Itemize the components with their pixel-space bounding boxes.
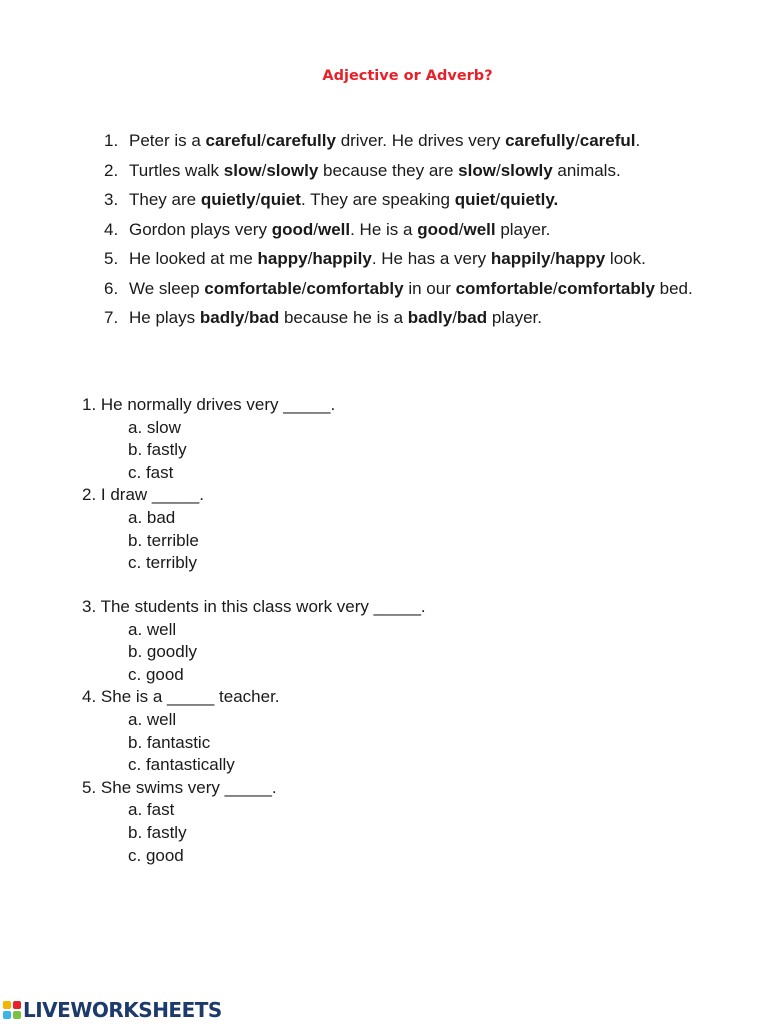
sentence-fragment: look. [605, 249, 646, 268]
sentence-item [104, 306, 693, 336]
sentence-number: 3. [104, 190, 119, 209]
sentence-item [104, 218, 693, 248]
sentence-fragment: They are [129, 190, 201, 209]
sentence-number: 4. [104, 219, 119, 239]
sentence-number: 5. [104, 249, 119, 268]
liveworksheets-logo [0, 996, 222, 1024]
sentence-fragment: . He is a [350, 219, 418, 239]
word-choice: happily [312, 249, 372, 268]
sentence-fragment: He plays [129, 308, 200, 327]
sentence-fragment: because they are [318, 160, 459, 180]
worksheet-title: Adjective or Adverb? [322, 68, 493, 84]
sentence-fragment: Peter is a [129, 131, 206, 150]
logo-text: LIVEWORKSHEETS [23, 998, 222, 1022]
word-choice: slowly [266, 160, 319, 180]
answer-option[interactable]: c. fast [128, 462, 174, 482]
answer-option[interactable]: b. goodly [128, 642, 197, 662]
word-choice: carefully [266, 131, 336, 150]
word-choice: comfortable [455, 278, 553, 298]
sentence-text [129, 188, 558, 218]
answer-option[interactable]: b. fastly [128, 440, 187, 460]
word-choice: quietly. [500, 190, 559, 209]
sentence-fragment: / [495, 190, 501, 209]
sentence-fragment: because he is a [279, 308, 408, 327]
sentence-fragment: / [261, 160, 267, 180]
sentence-fragment: / [552, 278, 558, 298]
answer-option[interactable]: b. fantastic [128, 732, 211, 752]
question-stem: 3. The students in this class work very _____. [82, 597, 426, 616]
word-choice: well [317, 219, 351, 239]
word-choice: careful [579, 131, 636, 150]
sentence-fragment: / [261, 131, 267, 150]
word-choice: quiet [454, 190, 496, 209]
sentence-fragment: Gordon plays very [129, 219, 272, 239]
sentence-text [129, 159, 621, 189]
sentence-item [104, 188, 693, 218]
sentence-fragment: player. [495, 219, 551, 239]
sentence-text [129, 129, 640, 159]
sentence-fragment: / [244, 308, 250, 327]
sentence-text [129, 218, 550, 248]
word-choice: comfortable [204, 278, 302, 298]
liveworksheets-logo-icon [3, 1001, 21, 1019]
answer-option[interactable]: c. fantastically [128, 755, 235, 775]
sentence-fragment: / [301, 278, 307, 298]
word-choice: well [463, 219, 496, 239]
word-choice: badly [199, 308, 245, 327]
answer-option[interactable]: a. well [128, 709, 177, 729]
sentence-number: 7. [104, 308, 119, 327]
sentence-fragment: driver. He drives very [335, 131, 506, 150]
sentence-fragment: / [452, 308, 457, 327]
sentence-fragment: / [575, 131, 580, 150]
word-choice: badly [407, 308, 453, 327]
question-stem: 1. He normally drives very _____. [82, 395, 336, 414]
sentence-item [104, 129, 693, 159]
word-choice: good [271, 219, 314, 239]
sentence-item [104, 159, 693, 189]
sentence-fragment: bed. [654, 278, 693, 298]
word-choice: quiet [260, 190, 301, 209]
sentence-fragment: We sleep [129, 278, 205, 298]
word-choice: quietly [200, 190, 256, 209]
sentence-fragment: animals. [552, 160, 621, 180]
sentence-fragment: He looked at me [129, 249, 258, 268]
answer-option[interactable]: b. terrible [128, 530, 199, 550]
quiz-block-2 [82, 596, 426, 867]
sentence-fragment: / [313, 219, 318, 239]
question-stem: 5. She swims very _____. [82, 777, 277, 797]
sentence-text [129, 306, 542, 336]
sentence-fragment: Turtles walk [129, 160, 224, 180]
word-choice: slow [458, 160, 496, 180]
sentence-item [104, 277, 693, 307]
sentence-fragment: player. [487, 308, 542, 327]
sentence-text [129, 247, 646, 277]
sentence-number: 1. [104, 131, 119, 150]
exercise-choose-word [104, 129, 693, 336]
sentence-fragment: / [495, 160, 501, 180]
sentence-fragment: / [458, 219, 464, 239]
word-choice: comfortably [306, 278, 404, 298]
word-choice: happily [490, 249, 551, 268]
word-choice: happy [257, 249, 308, 268]
question-stem: 2. I draw _____. [82, 485, 204, 505]
answer-option[interactable]: c. good [128, 664, 184, 684]
word-choice: bad [456, 308, 488, 327]
word-choice: carefully [505, 131, 576, 150]
word-choice: good [417, 219, 459, 239]
sentence-fragment: / [307, 249, 313, 268]
answer-option[interactable]: a. bad [128, 507, 176, 527]
sentence-item [104, 247, 693, 277]
word-choice: bad [249, 308, 280, 327]
word-choice: careful [205, 131, 262, 150]
word-choice: slow [223, 160, 262, 180]
answer-option[interactable]: a. well [128, 619, 177, 639]
sentence-text [129, 277, 693, 307]
sentence-fragment: / [550, 249, 556, 268]
answer-option[interactable]: b. fastly [128, 822, 187, 842]
question-stem: 4. She is a _____ teacher. [82, 687, 280, 707]
word-choice: happy [555, 249, 606, 268]
answer-option[interactable]: c. good [128, 845, 184, 865]
word-choice: slowly [500, 160, 553, 180]
quiz-block-1 [82, 394, 335, 575]
sentence-fragment: . [635, 131, 641, 150]
sentence-fragment: / [255, 190, 261, 209]
sentence-fragment: . They are speaking [300, 190, 455, 209]
sentence-number: 6. [104, 278, 119, 298]
answer-option[interactable]: a. fast [128, 800, 175, 820]
sentence-number: 2. [104, 160, 119, 180]
word-choice: comfortably [557, 278, 655, 298]
answer-option[interactable]: a. slow [128, 417, 181, 437]
answer-option[interactable]: c. terribly [128, 553, 197, 573]
sentence-fragment: . He has a very [371, 249, 491, 268]
sentence-fragment: in our [403, 278, 456, 298]
